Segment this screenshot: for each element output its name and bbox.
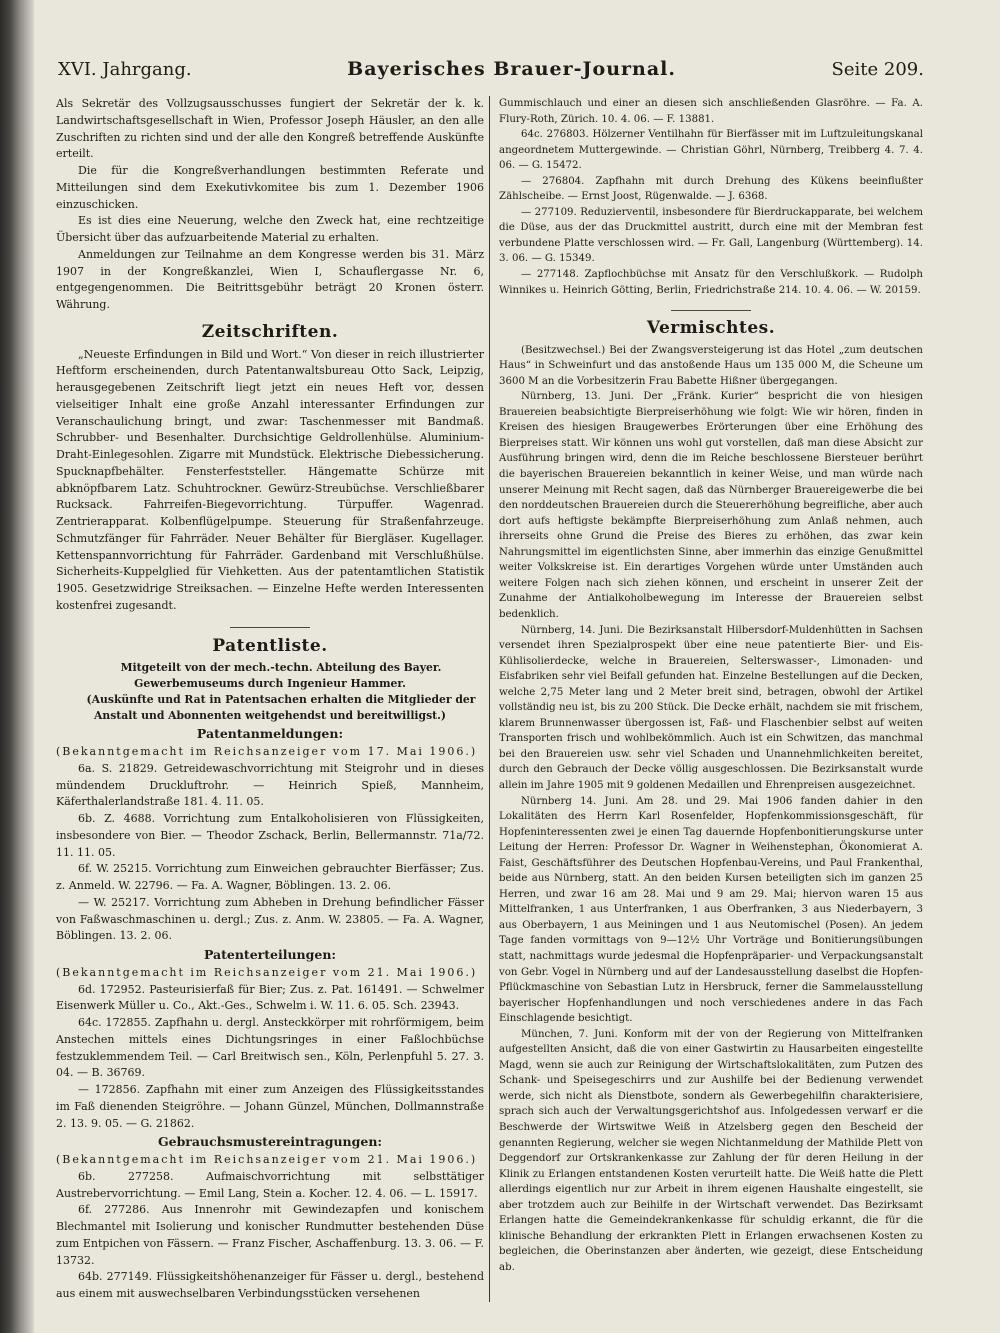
journal-title: Bayerisches Brauer-Journal. bbox=[347, 58, 676, 80]
patentliste-credit: Mitgeteilt von der mech.-techn. Abteilung des Bayer. Gewerbemuseums durch Ingenieur Hammer. bbox=[120, 661, 442, 691]
journal-page bbox=[52, 52, 932, 1302]
intro-paragraph: Als Sekretär des Vollzugsausschusses fungiert der Sekretär der k. k. Landwirtschaftsgesellschaft in Wien, Professor Joseph Häusler, an den alle Zuschriften zu richten sind und der alle den Kongreß betreffende Auskünfte erteilt. bbox=[56, 97, 484, 161]
patentliste-note: (Auskünfte und Rat in Patentsachen erhalten die Mitglieder der Anstalt und Abonnenten weitgehendst und bereitwilligst.) bbox=[86, 693, 476, 723]
section-heading-vermischtes: Vermischtes. bbox=[646, 318, 776, 339]
source-note: (Bekanntgemacht im Reichsanzeiger vom 21. Mai 1906.) bbox=[56, 965, 478, 979]
patent-entry: 6f. 277286. Aus Innenrohr mit Gewindezapfen und konischem Blechmantel mit Isolierung und konischer Rundmutter bestehenden Düse zum Entpichen von Fässern. — Franz Fischer, Aschaffenburg. 13. 3. 06. — F. 13732. bbox=[56, 1203, 484, 1267]
right-column bbox=[499, 96, 923, 1275]
subheading-gebrauchsmuster: Gebrauchsmustereintragungen: bbox=[157, 1134, 383, 1150]
news-item: Nürnberg 14. Juni. Am 28. und 29. Mai 1906 fanden dahier in den Lokalitäten des Herrn Karl Rosenfelder, Hopfenkommissionsgeschäft, für Hopfeninteressenten zwei je einen Tag dauernde Hopfenbonitierungskurse unter Leitung der Herren: Professor Dr. Wagner in Weihenstephan, Ökonomierat A. Faist, Geschäftsführer des Deutschen Hopfenbau-Vereins, und Paul Frankenthal, beide aus Nürnberg, statt. An den beiden Kursen beteiligten sich im ganzen 25 Herren, und zwar 16 am 28. Mai und 9 am 29. Mai; hiervon waren 15 aus Mittelfranken, 1 aus Unterfranken, 1 aus Oberfranken, 3 aus Niederbayern, 3 aus Oberbayern, 1 aus Meiningen und 1 aus Neutomischel (Posen). An jedem Tage fanden vormittags von 9—12½ Uhr Vorträge und Bonitierungsübungen statt, nachmittags wurde jedesmal die Hopfenpräparier- und Verpackungsanstalt von Gebr. Vogel in Nürnberg und auf der Landesausstellung daselbst die Hopfen-Pflückmaschine von Sebastian Lutz in Hersbruck, ferner die Sammelausstellung bayerischer Hopfenhandlungen und noch verschiedenes andere in das Fach Einschlagende besichtigt. bbox=[499, 795, 923, 1025]
section-heading-zeitschriften: Zeitschriften. bbox=[201, 321, 339, 342]
scan-binding-edge bbox=[0, 0, 34, 1333]
intro-paragraph: Anmeldungen zur Teilnahme an dem Kongresse werden bis 31. März 1907 in der Kongreßkanzlei, Wien I, Schauflergasse Nr. 6, entgegengenommen. Die Beitrittsgebühr beträgt 20 Kronen österr. Währung. bbox=[56, 247, 484, 311]
news-item: (Besitzwechsel.) Bei der Zwangsversteigerung ist das Hotel „zum deutschen Haus“ in Schweinfurt und das anstoßende Haus um 135 000 M, die Scheune um 3600 M an die Vorbesitzerin Frau Babette Hißner übergegangen. bbox=[499, 344, 923, 387]
patent-entry: 6b. 277258. Aufmaischvorrichtung mit selbsttätiger Austrebervorrichtung. — Emil Lang, Stein a. Kocher. 12. 4. 06. — L. 15917. bbox=[56, 1169, 484, 1200]
section-rule bbox=[230, 627, 310, 628]
news-item: München, 7. Juni. Konform mit der von der Regierung von Mittelfranken aufgestellten Ansicht, daß die von einer Gastwirtin zu Hausarbeiten eingestellte Magd, wenn sie auch zur Reinigung der Wirtschaftslokalitäten, zum Putzen des Schank- und Speisegeschirrs und zur Aushilfe bei der Bedienung verwendet werde, sich nicht als Dienstbote, sondern als Gewerbegehilfin charakterisiere, sprach sich auch der Verwaltungsgerichtshof aus. Infolgedessen verwarf er die Beschwerde der Wirtswitwe Weiß in Atzelsberg gegen den Bescheid der genannten Regierung, welcher sie wegen Nichtanmeldung der Mathilde Plett von Deggendorf zur Ortskrankenkasse zur Zahlung der für deren Heilung in der Klinik zu Erlangen entstandenen Kosten verurteilt hatte. Die Weiß hatte die Plett allerdings eigentlich nur zur Arbeit in ihrem eigenen Haushalte eingestellt, sie aber trotzdem auch zur Beihilfe in der Wirtschaft verwendet. Das Bezirksamt Erlangen hatte die Gemeindekrankenkasse für schuldig erkannt, die für die klinische Behandlung der erkrankten Plett in Erlangen erwachsenen Kosten zu begleichen, die Oberinstanzen aber änderten, wie gezeigt, diese Entscheidung ab. bbox=[499, 1028, 923, 1273]
volume-label: XVI. Jahrgang. bbox=[58, 59, 192, 80]
news-item: Nürnberg, 14. Juni. Die Bezirksanstalt Hilbersdorf-Muldenhütten in Sachsen versendet ihren Spezialprospekt über eine neue patentierte Bier- und Eis-Kühlisolierdecke, welche in Brauereien, Selterswasser-, Limonaden- und Eisfabriken sehr viel Beifall gefunden hat. Einzelne Bestellungen auf die Decken, welche 2,75 Meter lang und 2 Meter breit sind, betragen, obwohl der Artikel vollständig neu ist, bis zu 200 Stück. Die Decke erhält, nachdem sie mit frischem, klarem Brunnenwasser übergossen ist, Faß- und Flaschenbier selbst auf weiten Transporten frisch und wohlbekömmlich. Auch ist ein Schwitzen, das manchmal bei den Brauereien usw. sehr viel Schaden und Unannehmlichkeiten bereitet, durch den Gebrauch der Decke völlig ausgeschlossen. Die Bezirksanstalt wurde allein im Jahre 1905 mit 9 goldenen Medaillen und Ehrenpreisen ausgezeichnet. bbox=[499, 624, 923, 791]
patent-entry: 64c. 276803. Hölzerner Ventilhahn für Bierfässer mit im Luftzuleitungskanal angeordnetem Muttergewinde. — Christian Göhrl, Nürnberg, Treibberg 4. 7. 4. 06. — G. 15472. bbox=[499, 129, 923, 172]
left-column bbox=[56, 96, 484, 1303]
page-header bbox=[58, 58, 924, 84]
patent-entry: 6b. Z. 4688. Vorrichtung zum Entalkoholisieren von Flüssigkeiten, insbesondere von Bier. — Theodor Zschack, Berlin, Bellermannstr. 71a/72. 11. 11. 05. bbox=[56, 812, 484, 859]
patent-entry: 64b. 277149. Flüssigkeitshöhenanzeiger für Fässer u. dergl., bestehend aus einem mit auswechselbaren Verbindungsstücken versehenen bbox=[56, 1270, 484, 1300]
section-rule bbox=[671, 310, 751, 311]
patent-entry: — W. 25217. Vorrichtung zum Abheben in Drehung befindlicher Fässer von Faßwaschmaschinen u. dergl.; Zus. z. Anm. W. 23805. — Fa. A. Wagner, Böblingen. 13. 2. 06. bbox=[56, 895, 484, 943]
patent-entry: 6a. S. 21829. Getreidewaschvorrichtung mit Steigrohr und in dieses mündendem Druckluftrohr. — Heinrich Spieß, Mannheim, Käferthalerlandstraße 181. 4. 11. 05. bbox=[56, 761, 484, 809]
patent-entry: — 276804. Zapfhahn mit durch Drehung des Kükens beeinflußter Zählscheibe. — Ernst Joost, Rügenwalde. — J. 6368. bbox=[499, 175, 923, 203]
section-heading-patentliste: Patentliste. bbox=[212, 635, 328, 656]
patent-entry: — 172856. Zapfhahn mit einer zum Anzeigen des Flüssigkeitsstandes im Faß dienenden Steigröhre. — Johann Günzel, München, Dollmannstraße 2. 13. 9. 05. — G. 21862. bbox=[56, 1083, 484, 1130]
intro-paragraph: Es ist dies eine Neuerung, welche den Zweck hat, eine rechtzeitige Übersicht über das aufzuarbeitende Material zu erhalten. bbox=[56, 214, 484, 244]
patent-entry: 64c. 172855. Zapfhahn u. dergl. Ansteckkörper mit rohrförmigem, beim Anstechen mittels eines Dichtungsringes in einer Faßlochbüchse festzuklemmendem Teil. — Carl Breitwisch sen., Köln, Perlenpfuhl 5. 27. 3. 04. — B. 36769. bbox=[56, 1016, 484, 1080]
source-note: (Bekanntgemacht im Reichsanzeiger vom 21. Mai 1906.) bbox=[56, 1153, 478, 1166]
patent-entry: — 277148. Zapflochbüchse mit Ansatz für den Verschlußkork. — Rudolph Winnikes u. Heinrich Götting, Berlin, Friedrichstraße 214. 10. 4. 06. — W. 20159. bbox=[499, 269, 923, 296]
column-divider bbox=[489, 96, 490, 1302]
page-number: Seite 209. bbox=[831, 59, 924, 80]
patent-entry: 6f. W. 25215. Vorrichtung zum Einweichen gebrauchter Bierfässer; Zus. z. Anmeld. W. 22796. — Fa. A. Wagner, Böblingen. 13. 2. 06. bbox=[56, 862, 484, 892]
subheading-erteilungen: Patenterteilungen: bbox=[203, 947, 337, 962]
news-item: Nürnberg, 13. Juni. Der „Fränk. Kurier“ bespricht die von hiesigen Brauereien beabsichtigte Bierpreiserhöhung wie folgt: Wie wir hören, finden in Kreisen des hiesigen Braugewerbes Erörterungen über eine Erhöhung des Bierpreises statt. Wir können uns wohl gut vorstellen, daß man diese Absicht zur Ausführung bringen wird, denn die im Reiche beschlossene Biersteuer berührt die bayerischen Brauereien bekanntlich in keiner Weise, und man würde nach unserer Meinung mit Recht sagen, daß das Nürnberger Brauereigewerbe die bei den norddeutschen Brauereien durch die Steuererhöhung begreifliche, aber auch dort aufs heftigste bekämpfte Bierpreiserhöhung zum Anlaß nehmen, auch ihrerseits ohne Grund die Preise des Bieres zu erhöhen, das zwar kein Nahrungsmittel im eigentlichsten Sinne, aber immerhin das einzige Genußmittel weiter Volkskreise ist. Ein derartiges Vorgehen würde unter Umständen auch weitere Folgen nach sich ziehen können, und erscheint in unserer Zeit der Zunahme der Antialkoholbewegung im Interesse der Brauereien selbst bedenklich. bbox=[499, 391, 923, 620]
patent-entry: Gummischlauch und einer an diesen sich anschließenden Glasröhre. — Fa. A. Flury-Roth, Zürich. 10. 4. 06. — F. 13881. bbox=[499, 98, 923, 125]
patent-entry: — 277109. Reduzierventil, insbesondere für Bierdruckapparate, bei welchem die Düse, aus der das Druckmittel austritt, durch eine mit der Membran fest verbundene Platte verschlossen wird. — Fr. Gall, Langenburg (Württemberg). 14. 3. 06. — G. 15349. bbox=[499, 206, 923, 265]
source-note: (Bekanntgemacht im Reichsanzeiger vom 17. Mai 1906.) bbox=[56, 745, 478, 758]
zeitschriften-paragraph: „Neueste Erfindungen in Bild und Wort.“ Von dieser in reich illustrierter Heftform erscheinenden, durch Patentanwaltsbureau Otto Sack, Leipzig, herausgegebenen Zeitschrift liegt jetzt ein neues Heft vor, dessen vielseitiger Inhalt eine große Anzahl interessanter Erfindungen zur Veranschaulichung bringt, und zwar: Taschenmesser mit Bandmaß. Schrubber- und Besenhalter. Durchsichtige Geldrollenhülse. Aluminium-Draht-Einlegesohlen. Zigarre mit Mundstück. Elektrische Diebessicherung. Spucknapfbehälter. Fensterfeststeller. Hängematte Schürze mit abknöpfbarem Latz. Schuhtrockner. Gewürz-Streubüchse. Verschließbarer Rucksack. Fahrreifen-Biegevorrichtung. Türpuffer. Wagenrad. Zentrierapparat. Kolbenflügelpumpe. Steuerung für Straßenfahrzeuge. Schmutzfänger für Fahrräder. Neuer Behälter für Biergläser. Kugellager. Kettenspannvorrichtung für Fahrräder. Gardenband mit Verschlußhülse. Sicherheits-Kuppelglied für Viehketten. Aus der patentamtlichen Statistik 1905. Gesetzwidrige Streiksachen. — Einzelne Hefte werden Interessenten kostenfrei zugesandt. bbox=[56, 347, 484, 612]
patent-entry: 6d. 172952. Pasteurisierfaß für Bier; Zus. z. Pat. 161491. — Schwelmer Eisenwerk Müller u. Co., Akt.-Ges., Schwelm i. W. 11. 6. 05. Sch. 23943. bbox=[56, 982, 484, 1013]
intro-paragraph: Die für die Kongreßverhandlungen bestimmten Referate und Mitteilungen sind dem Exekutivkomitee bis zum 1. Dezember 1906 einzuschicken. bbox=[56, 164, 484, 211]
subheading-anmeldungen: Patentanmeldungen: bbox=[196, 726, 344, 742]
